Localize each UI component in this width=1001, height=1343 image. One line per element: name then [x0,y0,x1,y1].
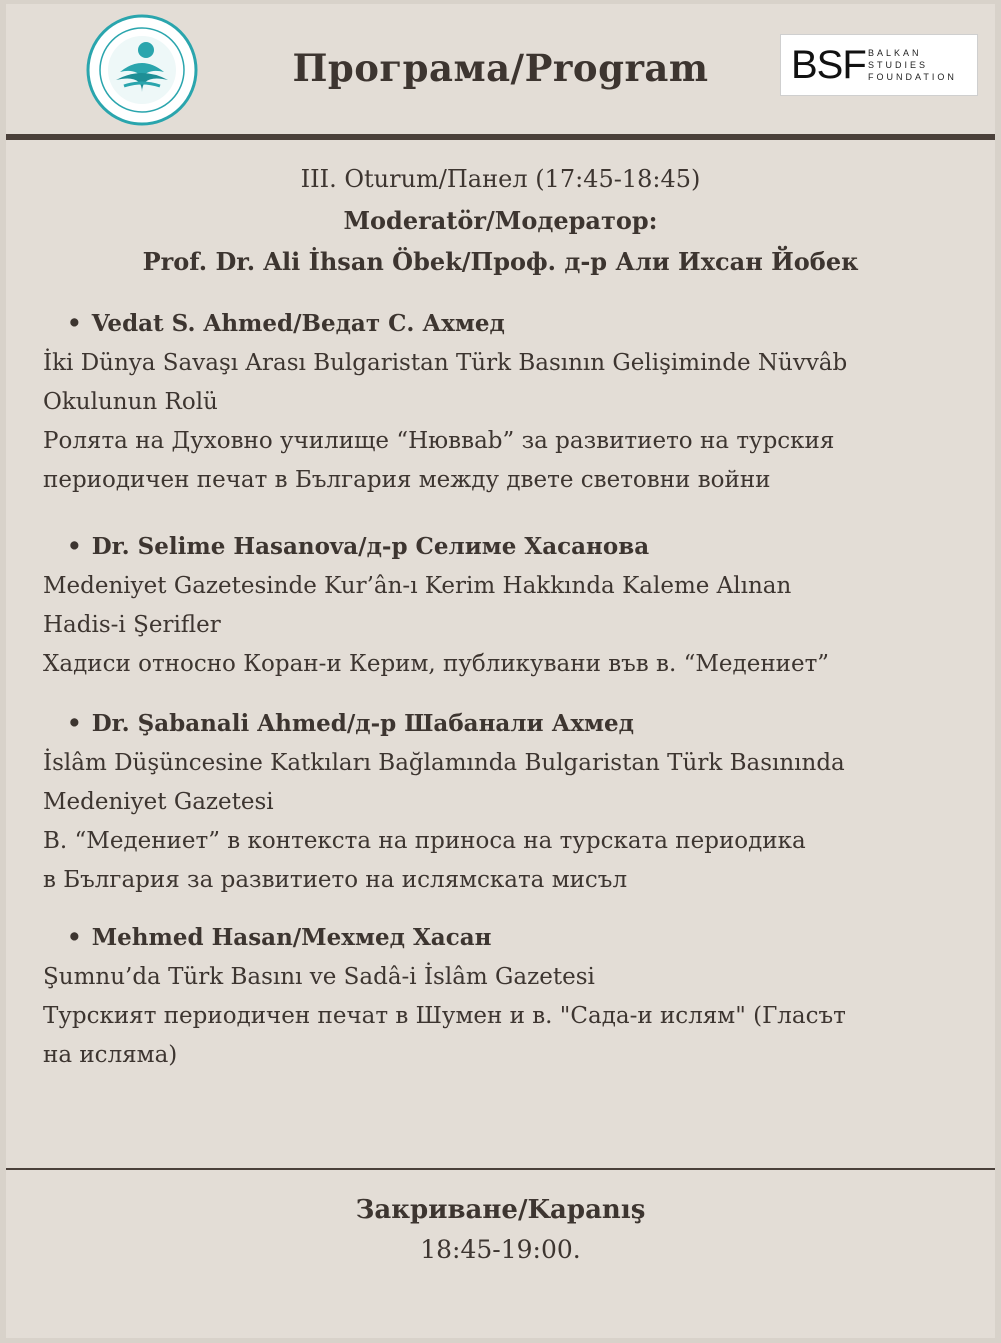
program-page [6,4,995,1338]
speaker-name: • Mehmed Hasan/Мехмед Хасан [43,918,979,958]
page-title: Програма/Program [292,46,709,90]
bsf-logo-line1: BALKAN [868,48,922,58]
talk-title-line: периодичен печат в България между двете световни войни [43,467,771,493]
panel-heading: III. Oturum/Панел (17:45-18:45) [300,165,701,193]
closing-label: Закриване/Kapanış [355,1195,646,1225]
panel-heading-block [6,159,995,282]
top-divider [6,134,995,140]
talk-title-line: В. “Медениет” в контекста на приноса на турската периодика [43,828,806,854]
talk-title-line: Okulunun Rolü [43,389,218,415]
talk-title-line: Хадиси относно Коран-и Керим, публикувани във в. “Медениет” [43,651,830,677]
talk-title-line: Турският периодичен печат в Шумен и в. "Сада-и ислям" (Гласът [43,1003,846,1029]
talk-title-line: Ролята на Духовно училище “Нюввab” за развитието на турския [43,428,835,454]
bsf-logo-mark: BSF [791,43,866,87]
bsf-logo-words [868,47,957,83]
talk-title-line: İki Dünya Savaşı Arası Bulgaristan Türk Basının Gelişiminde Nüvvâb [43,350,848,376]
talk-title-line: Hadis-i Şerifler [43,612,221,638]
talk-title-line: İslâm Düşüncesine Katkıları Bağlamında Bulgaristan Türk Basınında [43,750,845,776]
moderator-name: Prof. Dr. Ali İhsan Öbek/Проф. д-р Али Ихсан Йобек [142,247,859,276]
talk-title-line: в България за развитието на ислямската мисъл [43,867,628,893]
talk-item [43,918,979,1075]
bsf-logo-line2: STUDIES [868,60,929,70]
talk-item [43,704,979,900]
speaker-name: • Dr. Selime Hasanova/д-р Селиме Хасанова [43,527,979,567]
bullet-icon: • [67,310,82,337]
talk-title-line: Medeniyet Gazetesinde Kur’ân-ı Kerim Hakkında Kaleme Alınan [43,573,792,599]
talk-title-line: Medeniyet Gazetesi [43,789,274,815]
closing-time: 18:45-19:00. [420,1235,581,1264]
bullet-icon: • [67,533,82,560]
closing-block [6,1190,995,1270]
moderator-label: Moderatör/Модератор: [343,206,658,235]
speaker-name: • Vedat S. Ahmed/Ведат С. Ахмед [43,304,979,344]
header [6,4,995,136]
talk-title-line: Şumnu’da Türk Basını ve Sadâ-i İslâm Gazetesi [43,964,595,990]
bottom-divider [6,1168,995,1170]
bullet-icon: • [67,710,82,737]
talk-item [43,304,979,500]
bsf-logo-line3: FOUNDATION [868,72,957,82]
bullet-icon: • [67,924,82,951]
talk-title-line: на исляма) [43,1042,178,1068]
speaker-name: • Dr. Şabanali Ahmed/д-р Шабанали Ахмед [43,704,979,744]
talk-item [43,527,979,684]
bsf-logo [780,34,978,96]
